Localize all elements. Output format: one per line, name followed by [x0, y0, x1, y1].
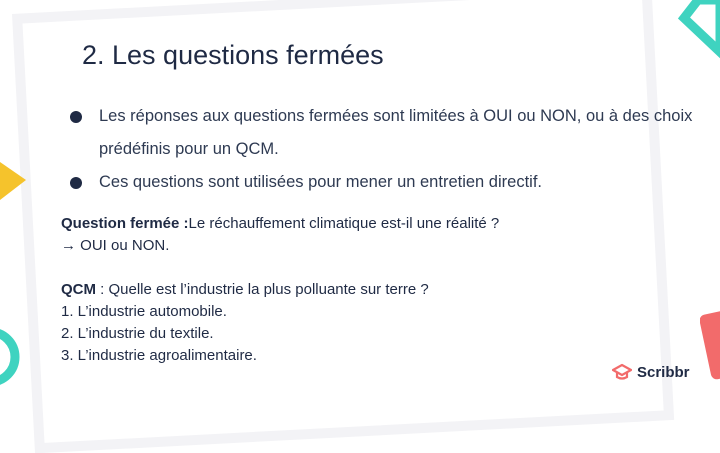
- arrow-right-icon: →: [61, 237, 76, 254]
- qcm-question-text: : Quelle est l’industrie la plus polluante sur terre ?: [96, 281, 429, 298]
- qcm-option: 1. L’industrie automobile.: [61, 303, 227, 320]
- yellow-triangle-shape: [0, 150, 30, 210]
- example-question: Le réchauffement climatique est-il une réalité ?: [188, 215, 500, 232]
- bullet-list: [70, 100, 700, 199]
- bullet-item: [70, 100, 700, 166]
- coral-shape: [700, 308, 720, 383]
- bullet-text: Les réponses aux questions fermées sont limitées à OUI ou NON, ou à des choix prédéfinis pour un QCM.: [99, 107, 693, 158]
- scribbr-cap-icon: [612, 362, 632, 382]
- example-label: Question fermée :: [61, 215, 189, 232]
- teal-ring-shape: [0, 322, 24, 392]
- example-closed-question: [61, 213, 499, 235]
- example-qcm-question: [61, 279, 499, 301]
- brand-name: Scribbr: [637, 363, 690, 381]
- example-answer: [61, 235, 499, 257]
- example-answer-text: OUI ou NON.: [80, 237, 170, 254]
- scribbr-logo: [612, 362, 690, 382]
- teal-corner-shape: [670, 0, 720, 60]
- examples-block: [61, 213, 499, 367]
- bullet-text: Ces questions sont utilisées pour mener un entretien directif.: [99, 173, 542, 191]
- slide-title: 2. Les questions fermées: [82, 40, 384, 70]
- bullet-item: [70, 166, 700, 199]
- bullet-dot-icon: [70, 111, 82, 123]
- qcm-option: 3. L’industrie agroalimentaire.: [61, 347, 257, 364]
- qcm-option: 2. L’industrie du textile.: [61, 325, 214, 342]
- bullet-dot-icon: [70, 177, 82, 189]
- qcm-label: QCM: [61, 281, 96, 298]
